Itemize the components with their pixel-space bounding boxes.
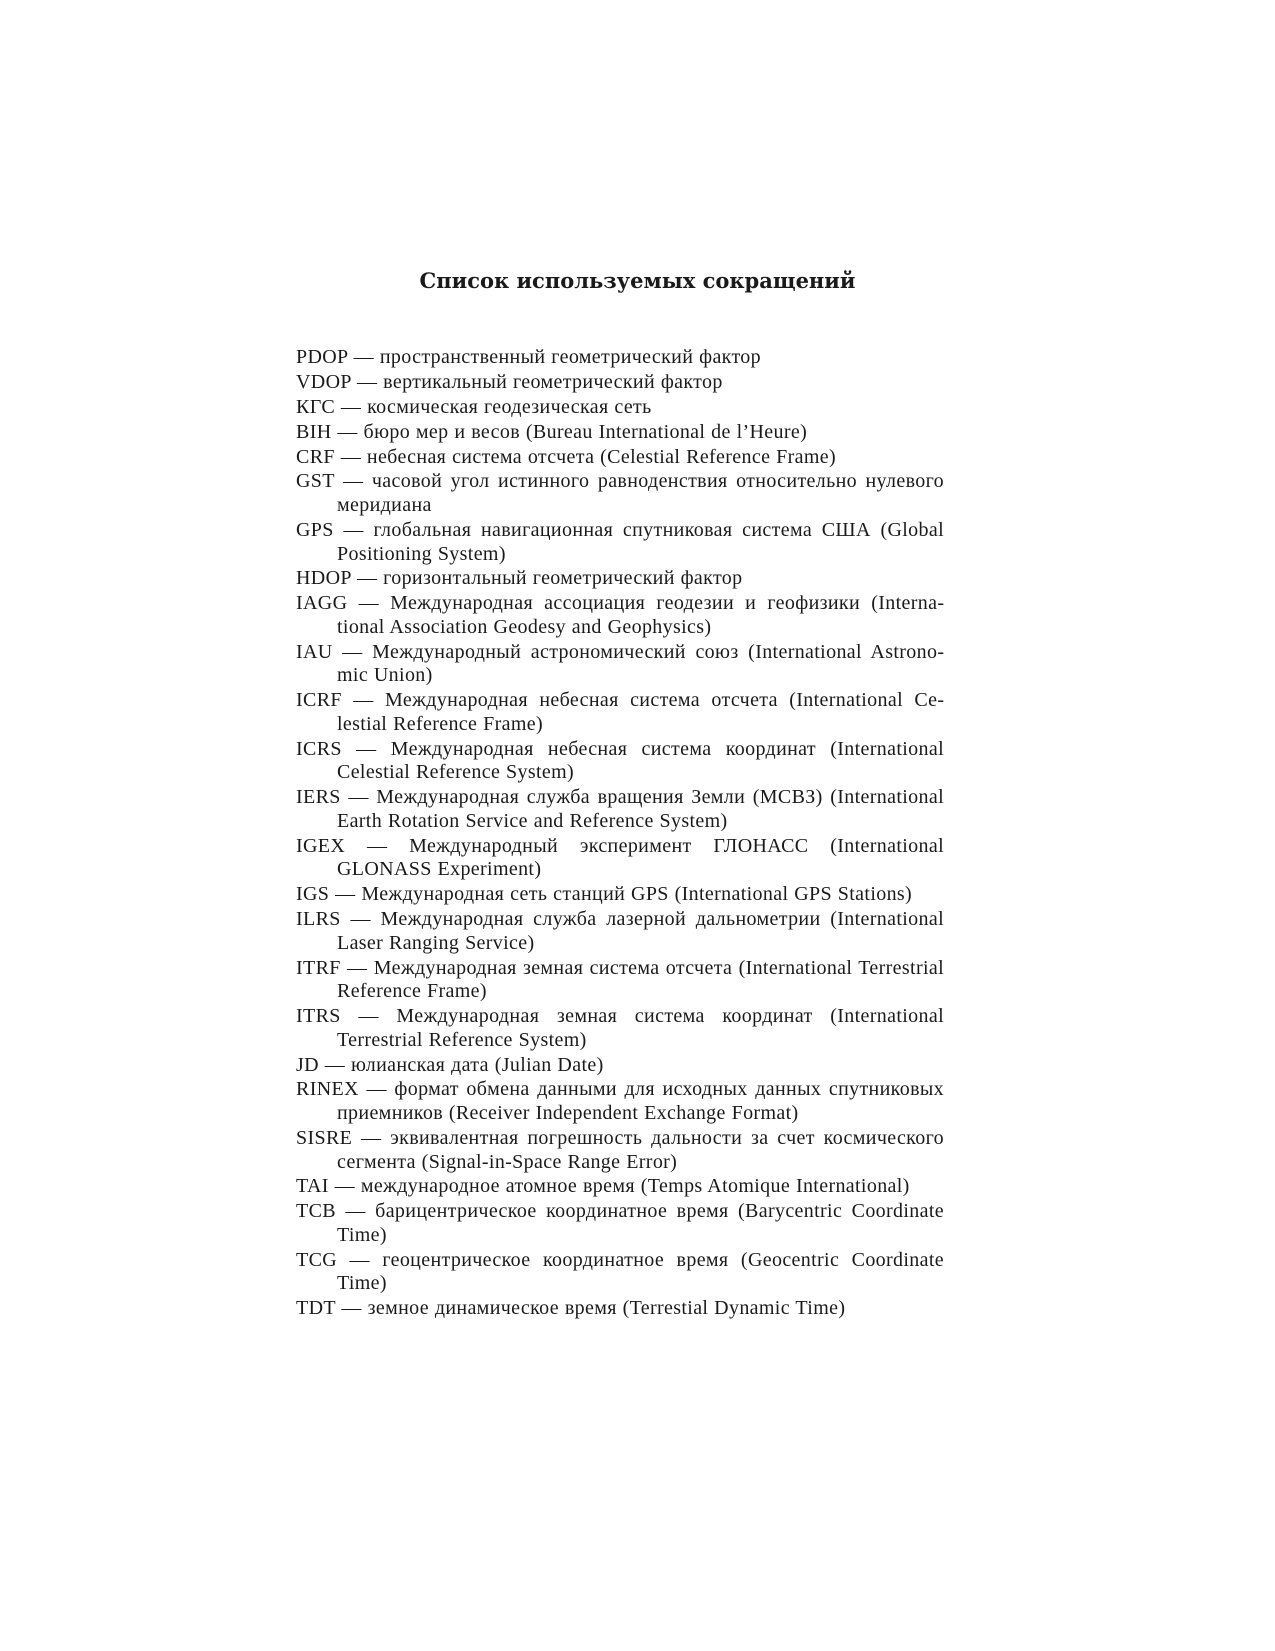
abbreviation-entry-hdop: HDOP — горизонтальный геометрический фактор xyxy=(296,567,743,590)
abbreviation-entry-sisre: SISRE — эквивалентная погрешность дальности за счет космического сегмента (Signal-in-Space Range Error) xyxy=(296,1126,944,1173)
abbreviation-entry-itrf: ITRF — Международная земная система отсчета (International Terrestrial Reference Frame) xyxy=(296,956,944,1003)
page-title: Список используемых сокращений xyxy=(419,268,856,293)
abbreviation-entry-iagg: IAGG — Международная ассоциация геодезии и геофизики (International Association Geodesy and Geophysics) xyxy=(296,592,944,638)
abbreviation-entry-kgs: КГС — космическая геодезическая сеть xyxy=(296,395,652,418)
abbreviation-entry-ilrs: ILRS — Международная служба лазерной дальнометрии (International Laser Ranging Service) xyxy=(296,908,944,954)
abbreviation-entry-tcb: TCB — барицентрическое координатное время (Barycentric Coordinate Time) xyxy=(296,1200,944,1246)
abbreviation-entry-igex: IGEX — Международный эксперимент ГЛОНАСС (International GLONASS Experiment) xyxy=(296,834,944,881)
abbreviation-entry-gps: GPS — глобальная навигационная спутниковая система США (Global Positioning System) xyxy=(296,518,944,565)
abbreviation-entry-gst: GST — часовой угол истинного равноденствия относительно нулевого меридиана xyxy=(296,470,944,517)
abbreviation-entry-icrs: ICRS — Международная небесная система координат (International Celestial Reference System) xyxy=(296,737,944,784)
abbreviation-entry-tdt: TDT — земное динамическое время (Terrestial Dynamic Time) xyxy=(296,1297,846,1320)
abbreviation-entry-igs: IGS — Международная сеть станций GPS (International GPS Stations) xyxy=(296,883,913,906)
abbreviation-entry-iers: IERS — Международная служба вращения Земли (МСВЗ) (International Earth Rotation Service and Reference System) xyxy=(296,786,944,832)
abbreviation-entry-itrs: ITRS — Международная земная система координат (International Terrestrial Reference System) xyxy=(296,1005,944,1051)
abbreviation-entry-tcg: TCG — геоцентрическое координатное время (Geocentric Coordinate Time) xyxy=(296,1248,944,1295)
abbreviation-entry-rinex: RINEX — формат обмена данными для исходных данных спутниковых приемников (Receiver Independent Exchange Format) xyxy=(296,1078,944,1125)
abbreviation-entry-icrf: ICRF — Международная небесная система отсчета (International Celestial Reference Frame) xyxy=(296,689,944,735)
abbreviation-entry-crf: CRF — небесная система отсчета (Celestial Reference Frame) xyxy=(296,445,837,468)
abbreviation-entry-vdop: VDOP — вертикальный геометрический фактор xyxy=(296,370,723,393)
abbreviation-entry-pdop: PDOP — пространственный геометрический фактор xyxy=(296,346,762,368)
abbreviation-entry-jd: JD — юлианская дата (Julian Date) xyxy=(296,1053,604,1076)
abbreviation-entry-bih: BIH — бюро мер и весов (Bureau International de l’Heure) xyxy=(296,420,808,443)
abbreviation-entry-tai: TAI — международное атомное время (Temps Atomique International) xyxy=(296,1175,910,1198)
abbreviation-list xyxy=(296,346,944,1322)
abbreviation-entry-iau: IAU — Международный астрономический союз (International Astronomic Union) xyxy=(296,640,944,687)
